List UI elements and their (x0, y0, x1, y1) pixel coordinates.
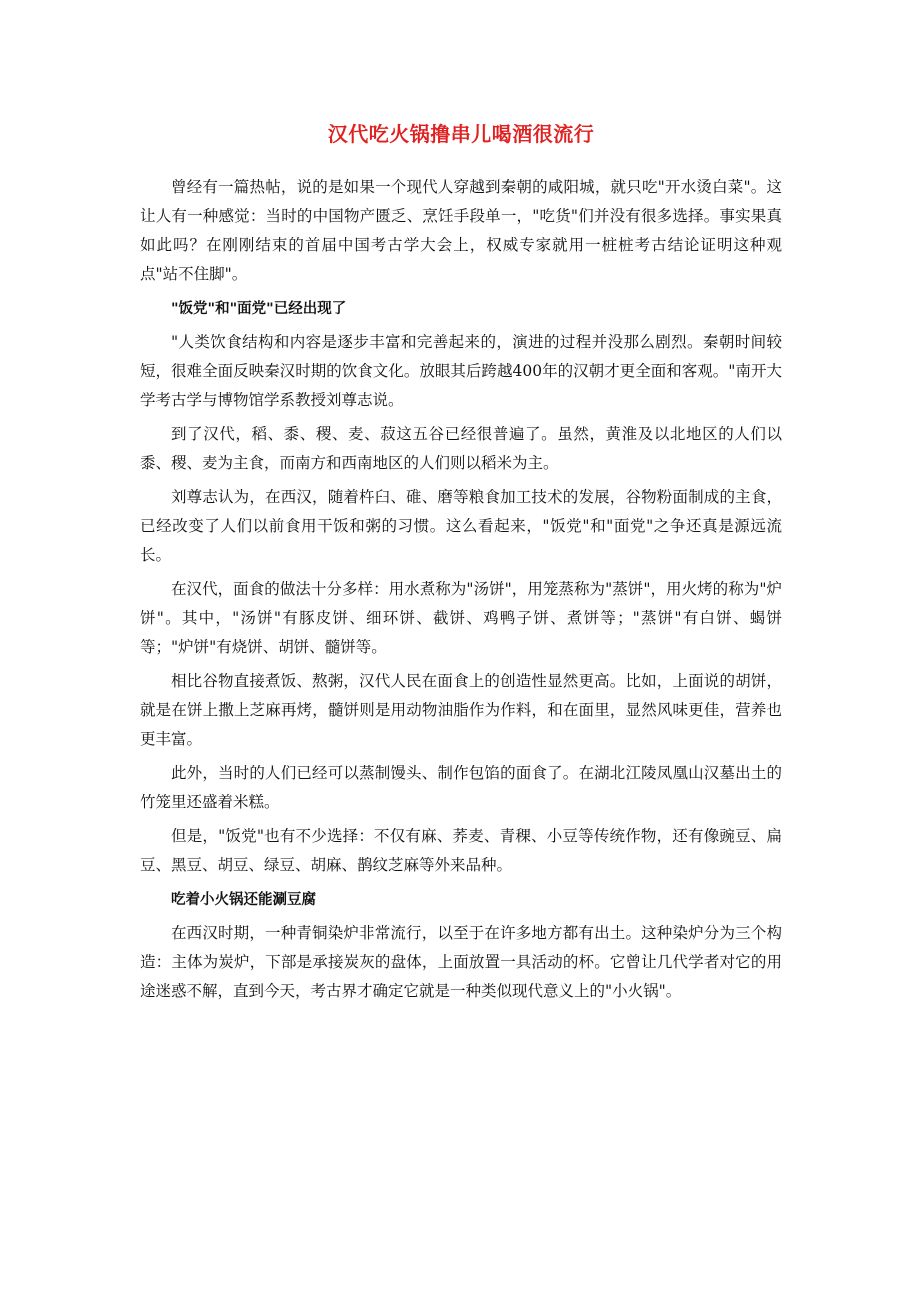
paragraph-bronze-stove: 在西汉时期，一种青铜染炉非常流行，以至于在许多地方都有出土。这种染炉分为三个构造：主体为炭炉，下部是承接炭灰的盘体，上面放置一具活动的杯。它曾让几代学者对它的用途迷惑不解，直到今天，考古界才确定它就是一种类似现代意义上的"小火锅"。 (140, 924, 782, 1000)
article-title: 汉代吃火锅撸串儿喝酒很流行 (327, 122, 595, 146)
paragraph-steamed-buns: 此外，当时的人们已经可以蒸制馒头、制作包馅的面食了。在湖北江陵凤凰山汉墓出土的竹笼里还盛着米糕。 (140, 764, 782, 811)
paragraph-five-grains: 到了汉代，稻、黍、稷、麦、菽这五谷已经很普遍了。虽然，黄淮及以北地区的人们以黍、稷、麦为主食，而南方和西南地区的人们则以稻米为主。 (140, 425, 782, 472)
paragraph-noodle-types: 在汉代，面食的做法十分多样：用水煮称为"汤饼"，用笼蒸称为"蒸饼"，用火烤的称为"炉饼"。其中，"汤饼"有豚皮饼、细环饼、截饼、鸡鸭子饼、煮饼等；"蒸饼"有白饼、蝎饼等；"炉饼"有烧饼、胡饼、髓饼等。 (140, 580, 782, 656)
article (140, 118, 782, 1011)
section-heading-rice-noodle: "饭党"和"面党"已经出现了 (171, 301, 347, 317)
paragraph-grain-processing: 刘尊志认为，在西汉，随着杵臼、碓、磨等粮食加工技术的发展，谷物粉面制成的主食，已经改变了人们以前食用干饭和粥的习惯。这么看起来，"饭党"和"面党"之争还真是源远流长。 (140, 488, 782, 564)
paragraph-intro: 曾经有一篇热帖，说的是如果一个现代人穿越到秦朝的咸阳城，就只吃"开水烫白菜"。这让人有一种感觉：当时的中国物产匮乏、烹饪手段单一，"吃货"们并没有很多选择。事实果真如此吗？在刚刚结束的首届中国考古学大会上，权威专家就用一桩桩考古结论证明这种观点"站不住脚"。 (140, 178, 782, 283)
paragraph-rice-choices: 但是，"饭党"也有不少选择：不仅有麻、荞麦、青稞、小豆等传统作物，还有像豌豆、扁豆、黑豆、胡豆、绿豆、胡麻、鹊纹芝麻等外来品种。 (140, 827, 782, 874)
paragraph-creativity: 相比谷物直接煮饭、熬粥，汉代人民在面食上的创造性显然更高。比如，上面说的胡饼，就是在饼上撒上芝麻再烤，髓饼则是用动物油脂作为作料，和在面里，显然风味更佳，营养也更丰富。 (140, 672, 782, 748)
paragraph-quote-liu: "人类饮食结构和内容是逐步丰富和完善起来的，演进的过程并没那么剧烈。秦朝时间较短，很难全面反映秦汉时期的饮食文化。放眼其后跨越400年的汉朝才更全面和客观。"南开大学考古学与博物馆学系教授刘尊志说。 (140, 333, 782, 409)
section-heading-hotpot: 吃着小火锅还能涮豆腐 (171, 892, 316, 908)
